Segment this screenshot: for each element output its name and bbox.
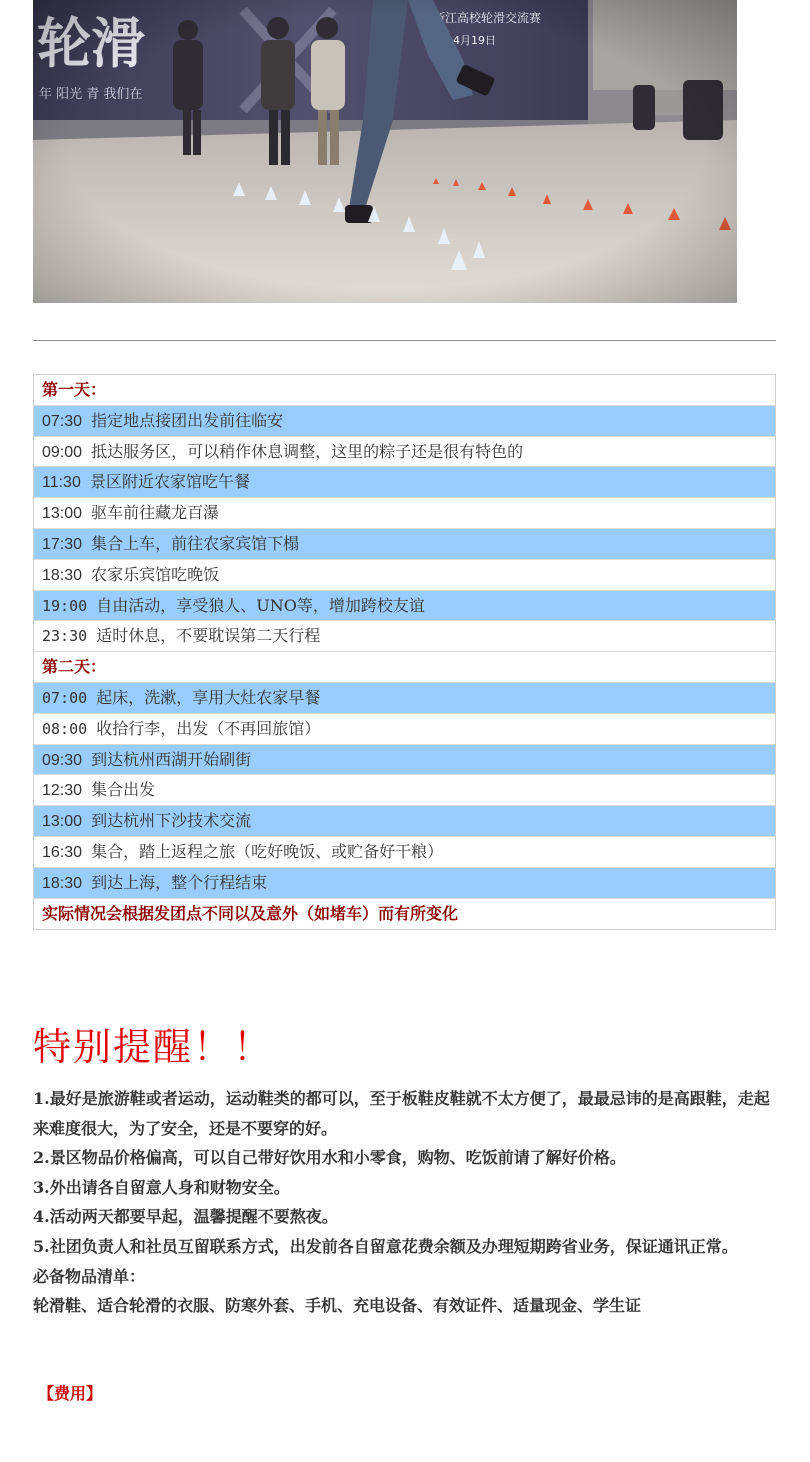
itinerary-row [34,406,775,437]
itinerary-time: 12:30 [42,782,83,800]
day-label: 第二天： [42,657,107,677]
day-label: 第一天： [42,380,107,399]
itinerary-time: 08:00 [42,719,88,738]
event-photo [33,0,737,303]
itinerary-time: 18:30 [42,874,83,892]
day-heading [34,375,775,406]
itinerary-text: 到达杭州西湖开始刷街 [86,749,252,769]
itinerary-time: 16:30 [42,843,83,861]
reminder-list [33,1084,778,1321]
itinerary-text: 集合，踏上返程之旅（吃好晚饭、或贮备好干粮） [86,841,444,861]
itinerary-text: 抵达服务区，可以稍作休息调整，这里的粽子还是很有特色的 [86,441,524,461]
itinerary-time: 18:30 [42,566,83,584]
itinerary-row [34,467,775,498]
itinerary-text: 驱车前往藏龙百瀑 [86,503,220,523]
itinerary-row [34,745,775,776]
itinerary-time: 17:30 [42,535,83,553]
itinerary-row [34,837,775,868]
reminder-item: 1.最好是旅游鞋或者运动，运动鞋类的都可以，至于板鞋皮鞋就不太方便了，最最忌讳的是高跟鞋，走起来难度很大，为了安全，还是不要穿的好。 [33,1089,770,1138]
itinerary-text: 自由活动，享受狼人、UNO等，增加跨校友谊 [91,595,425,615]
itinerary-time: 19:00 [42,596,88,615]
itinerary-time: 09:00 [42,443,83,461]
itinerary-row [34,621,775,652]
itinerary-row [34,437,775,468]
reminder-item: 5.社团负责人和社员互留联系方式，出发前各自留意花费余额及办理短期跨省业务，保证通讯正常。 [33,1236,738,1256]
section-divider [33,340,776,341]
itinerary-note [34,899,775,930]
itinerary-row [34,714,775,745]
itinerary-row [34,868,775,899]
itinerary-row [34,560,775,591]
itinerary-time: 07:30 [42,412,83,430]
reminder-item: 4.活动两天都要早起，温馨提醒不要熬夜。 [33,1207,338,1227]
itinerary-time: 11:30 [42,474,81,492]
itinerary-text: 收拾行李，出发（不再回旅馆） [91,718,321,738]
itinerary-text: 到达上海，整个行程结束 [86,872,268,892]
itinerary-time: 13:00 [42,813,83,831]
itinerary-time: 07:00 [42,688,88,707]
itinerary-row [34,529,775,560]
itinerary-time: 13:00 [42,505,83,523]
itinerary-text: 适时休息，不要耽误第二天行程 [91,626,321,646]
reminder-item: 轮滑鞋、适合轮滑的衣服、防寒外套、手机、充电设备、有效证件、适量现金、学生证 [33,1296,642,1316]
itinerary-row [34,683,775,714]
reminder-title: 特别提醒！！ [33,1025,274,1069]
itinerary-table [33,374,776,930]
itinerary-text: 起床，洗漱，享用大灶农家早餐 [91,687,321,707]
reminder-item: 2.景区物品价格偏高，可以自己带好饮用水和小零食，购物、吃饭前请了解好价格。 [33,1148,626,1168]
itinerary-row [34,806,775,837]
reminder-item: 必备物品清单： [33,1266,146,1286]
itinerary-text: 集合上车，前往农家宾馆下榻 [86,533,300,553]
itinerary-row [34,498,775,529]
day-heading [34,652,775,683]
itinerary-text: 农家乐宾馆吃晚饭 [86,564,220,584]
itinerary-time: 09:30 [42,751,83,769]
itinerary-text: 到达杭州下沙技术交流 [86,811,252,831]
itinerary-text: 指定地点接团出发前往临安 [86,410,284,430]
fee-label: 【费用】 [38,1384,103,1403]
itinerary-text: 景区附近农家馆吃午餐 [84,472,250,492]
itinerary-text: 集合出发 [86,780,156,800]
itinerary-time: 23:30 [42,627,88,646]
itinerary-row [34,591,775,622]
itinerary-text: 实际情况会根据发团点不同以及意外（如堵车）而有所变化 [42,903,459,923]
reminder-item: 3.外出请各自留意人身和财物安全。 [33,1177,290,1197]
itinerary-row [34,775,775,806]
